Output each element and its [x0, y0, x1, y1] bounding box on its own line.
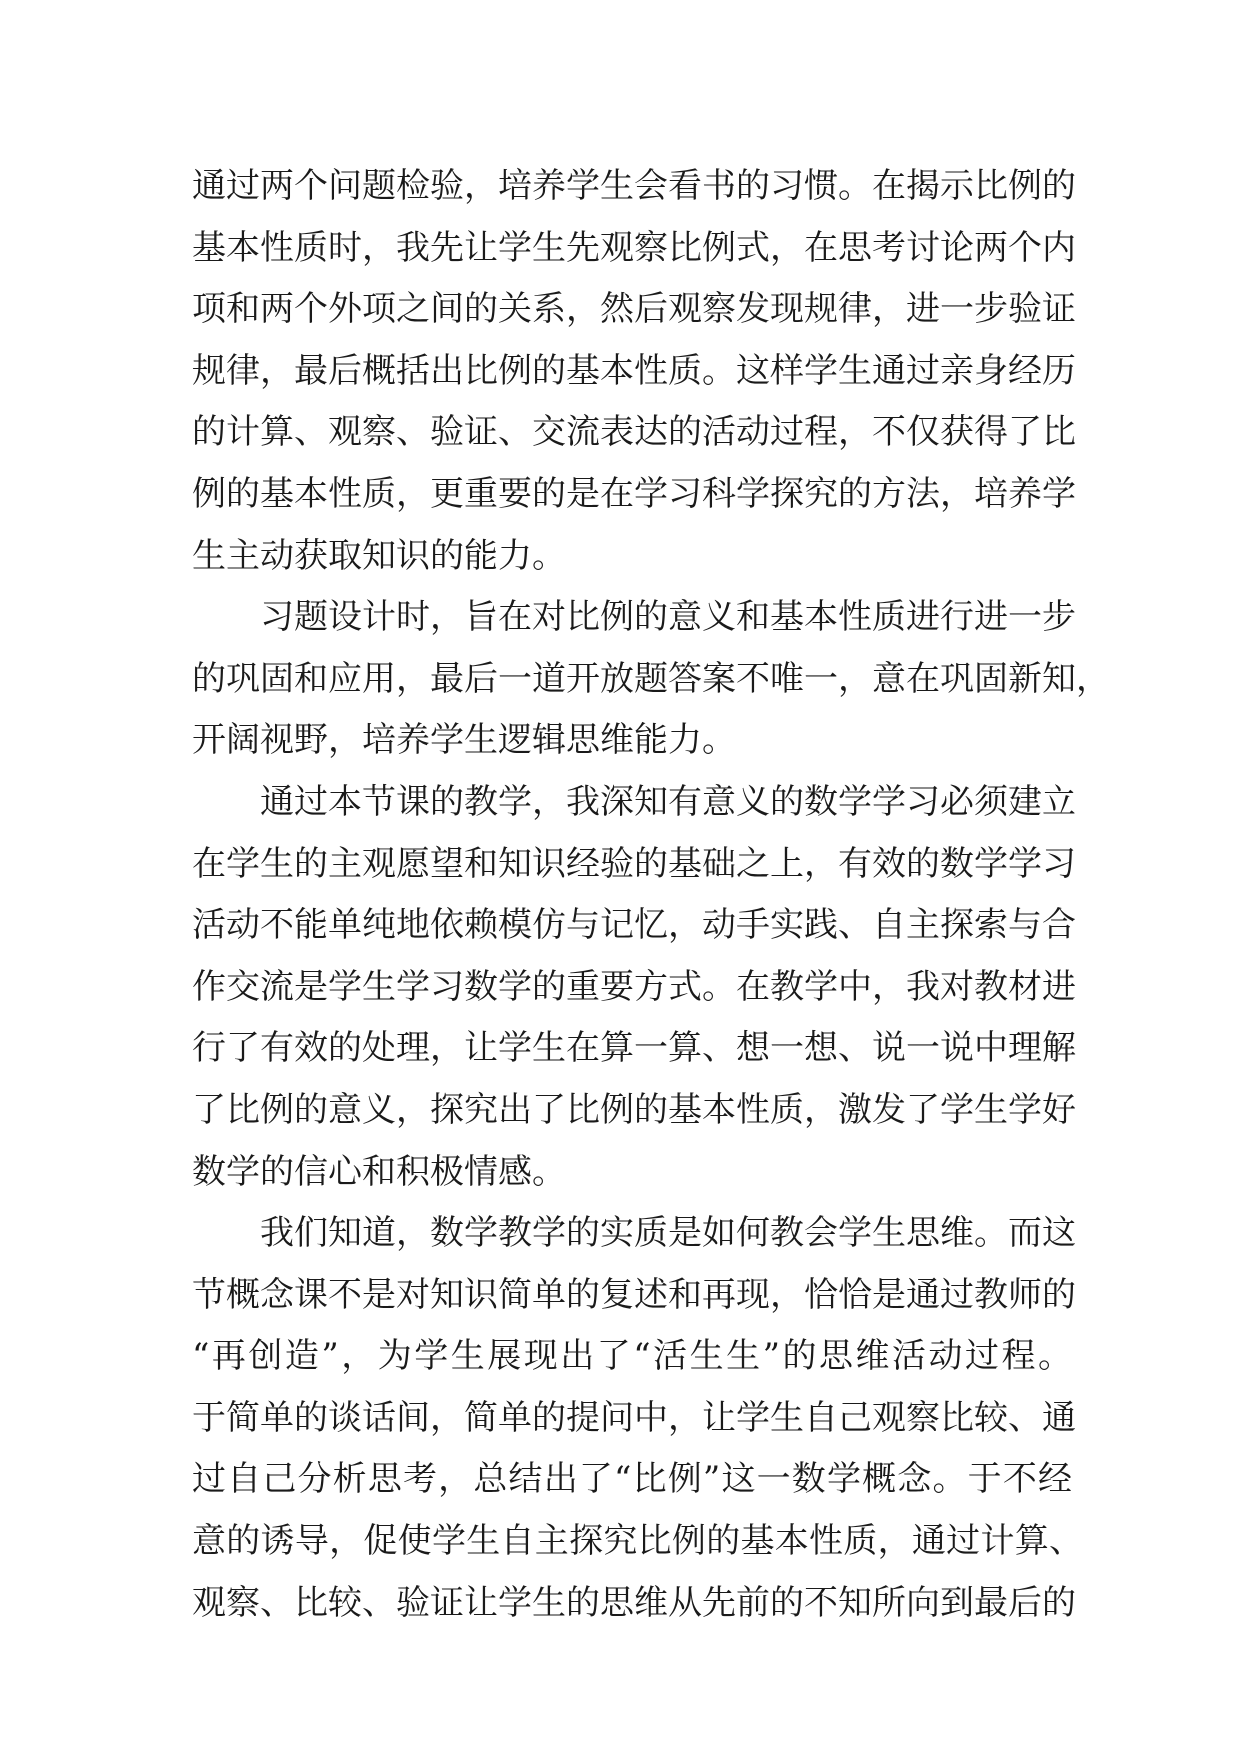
text-line: 行了有效的处理，让学生在算一算、想一想、说一说中理解	[192, 1028, 1076, 1069]
text-line: 通过两个问题检验，培养学生会看书的习惯。在揭示比例的	[192, 166, 1076, 206]
text-line: 习题设计时，旨在对比例的意义和基本性质进行进一步	[260, 597, 1076, 638]
text-line: 生主动获取知识的能力。	[192, 535, 566, 576]
text-line: 的巩固和应用，最后一道开放题答案不唯一，意在巩固新知，	[192, 658, 1110, 699]
text-line: 我们知道，数学教学的实质是如何教会学生思维。而这	[260, 1213, 1076, 1254]
text-line: 开阔视野，培养学生逻辑思维能力。	[192, 720, 736, 761]
text-line: 的计算、观察、验证、交流表达的活动过程，不仅获得了比	[192, 412, 1076, 453]
text-line: 基本性质时，我先让学生先观察比例式，在思考讨论两个内	[192, 227, 1076, 268]
text-line: 于简单的谈话间，简单的提问中，让学生自己观察比较、通	[192, 1397, 1076, 1438]
body-text	[192, 156, 1110, 1634]
text-line: 项和两个外项之间的关系，然后观察发现规律，进一步验证	[192, 289, 1076, 330]
text-line: 规律，最后概括出比例的基本性质。这样学生通过亲身经历	[192, 350, 1076, 391]
text-line: 意的诱导，促使学生自主探究比例的基本性质，通过计算、	[192, 1521, 1083, 1562]
text-line: 活动不能单纯地依赖模仿与记忆，动手实践、自主探索与合	[192, 905, 1076, 946]
text-line: 节概念课不是对知识简单的复述和再现，恰恰是通过教师的	[192, 1274, 1076, 1315]
text-line: 例的基本性质，更重要的是在学习科学探究的方法，培养学	[192, 473, 1076, 514]
text-line: 过自己分析思考，总结出了“比例”这一数学概念。于不经	[192, 1459, 1072, 1500]
text-line: 观察、比较、验证让学生的思维从先前的不知所向到最后的	[192, 1582, 1076, 1623]
text-line: 了比例的意义，探究出了比例的基本性质，激发了学生学好	[192, 1089, 1076, 1130]
text-line: 通过本节课的教学，我深知有意义的数学学习必须建立	[260, 781, 1076, 822]
text-line: “再创造”，为学生展现出了“活生生”的思维活动过程。	[192, 1336, 1072, 1377]
text-line: 数学的信心和积极情感。	[192, 1151, 566, 1192]
text-line: 作交流是学生学习数学的重要方式。在教学中，我对教材进	[192, 966, 1076, 1007]
text-line: 在学生的主观愿望和知识经验的基础之上，有效的数学学习	[192, 843, 1076, 884]
